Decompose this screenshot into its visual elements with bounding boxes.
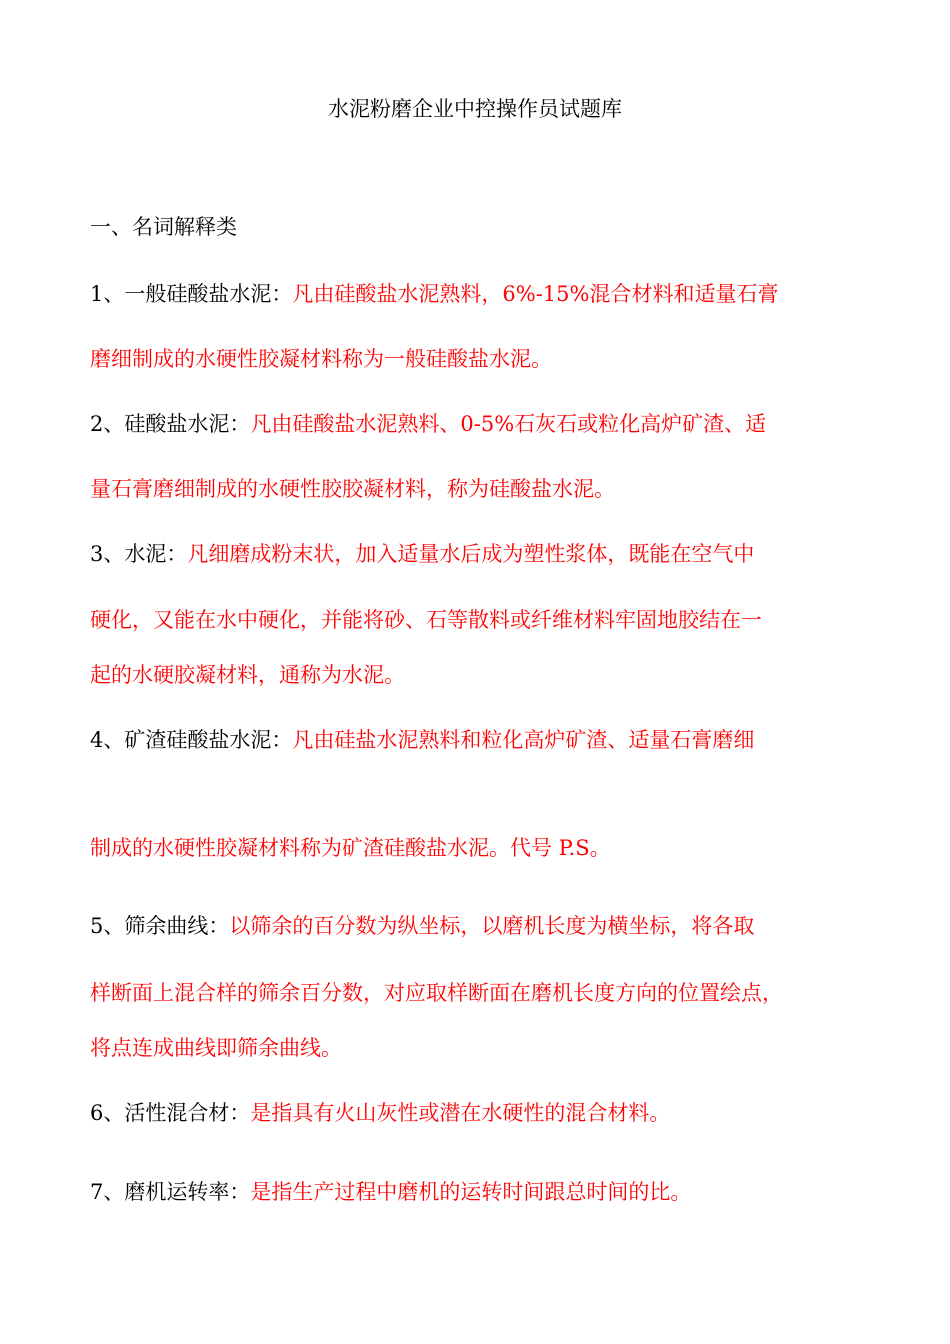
entry-5-line-3: 将点连成曲线即筛余曲线。	[90, 1036, 342, 1060]
entry-4-line-1	[90, 725, 754, 755]
entry-term: 3、水泥：	[90, 542, 188, 566]
entry-7-line-1	[90, 1177, 691, 1207]
entry-term: 7、磨机运转率：	[90, 1180, 251, 1204]
entry-definition: 凡细磨成粉末状，加入适量水后成为塑性浆体，既能在空气中	[187, 542, 755, 566]
entry-3-line-2: 硬化，又能在水中硬化，并能将砂、石等散料或纤维材料牢固地胶结在一	[90, 608, 762, 632]
entry-4-line-2: 制成的水硬性胶凝材料称为矿渣硅酸盐水泥。代号 P.S。	[90, 836, 611, 860]
entry-1-line-1	[90, 279, 778, 309]
entry-term: 1、一般硅酸盐水泥：	[90, 282, 293, 306]
document-title: 水泥粉磨企业中控操作员试题库	[328, 97, 622, 121]
section-heading: 一、名词解释类	[90, 215, 237, 239]
entry-5-line-1	[90, 911, 754, 941]
entry-2-line-1	[90, 409, 766, 439]
entry-term: 5、筛余曲线：	[90, 914, 230, 938]
entry-5-line-2: 样断面上混合样的筛余百分数，对应取样断面在磨机长度方向的位置绘点，	[90, 981, 783, 1005]
entry-definition: 凡由硅盐水泥熟料和粒化高炉矿渣、适量石膏磨细	[292, 728, 755, 752]
entry-term: 4、矿渣硅酸盐水泥：	[90, 728, 293, 752]
entry-1-line-2: 磨细制成的水硬性胶凝材料称为一般硅酸盐水泥。	[90, 347, 552, 371]
entry-6-line-1	[90, 1098, 670, 1128]
entry-definition: 以筛余的百分数为纵坐标，以磨机长度为横坐标，将各取	[229, 914, 755, 938]
entry-3-line-3: 起的水硬胶凝材料，通称为水泥。	[90, 663, 405, 687]
entry-definition: 凡由硅酸盐水泥熟料、0-5%石灰石或粒化高炉矿渣、适	[250, 412, 767, 436]
entry-definition: 是指生产过程中磨机的运转时间跟总时间的比。	[250, 1180, 692, 1204]
entry-term: 6、活性混合材：	[90, 1101, 251, 1125]
entry-3-line-1	[90, 539, 754, 569]
entry-2-line-2: 量石膏磨细制成的水硬性胶胶凝材料，称为硅酸盐水泥。	[90, 477, 615, 501]
entry-term: 2、硅酸盐水泥：	[90, 412, 251, 436]
entry-definition: 凡由硅酸盐水泥熟料，6%-15%混合材料和适量石膏	[292, 282, 779, 306]
entry-definition: 是指具有火山灰性或潜在水硬性的混合材料。	[250, 1101, 671, 1125]
